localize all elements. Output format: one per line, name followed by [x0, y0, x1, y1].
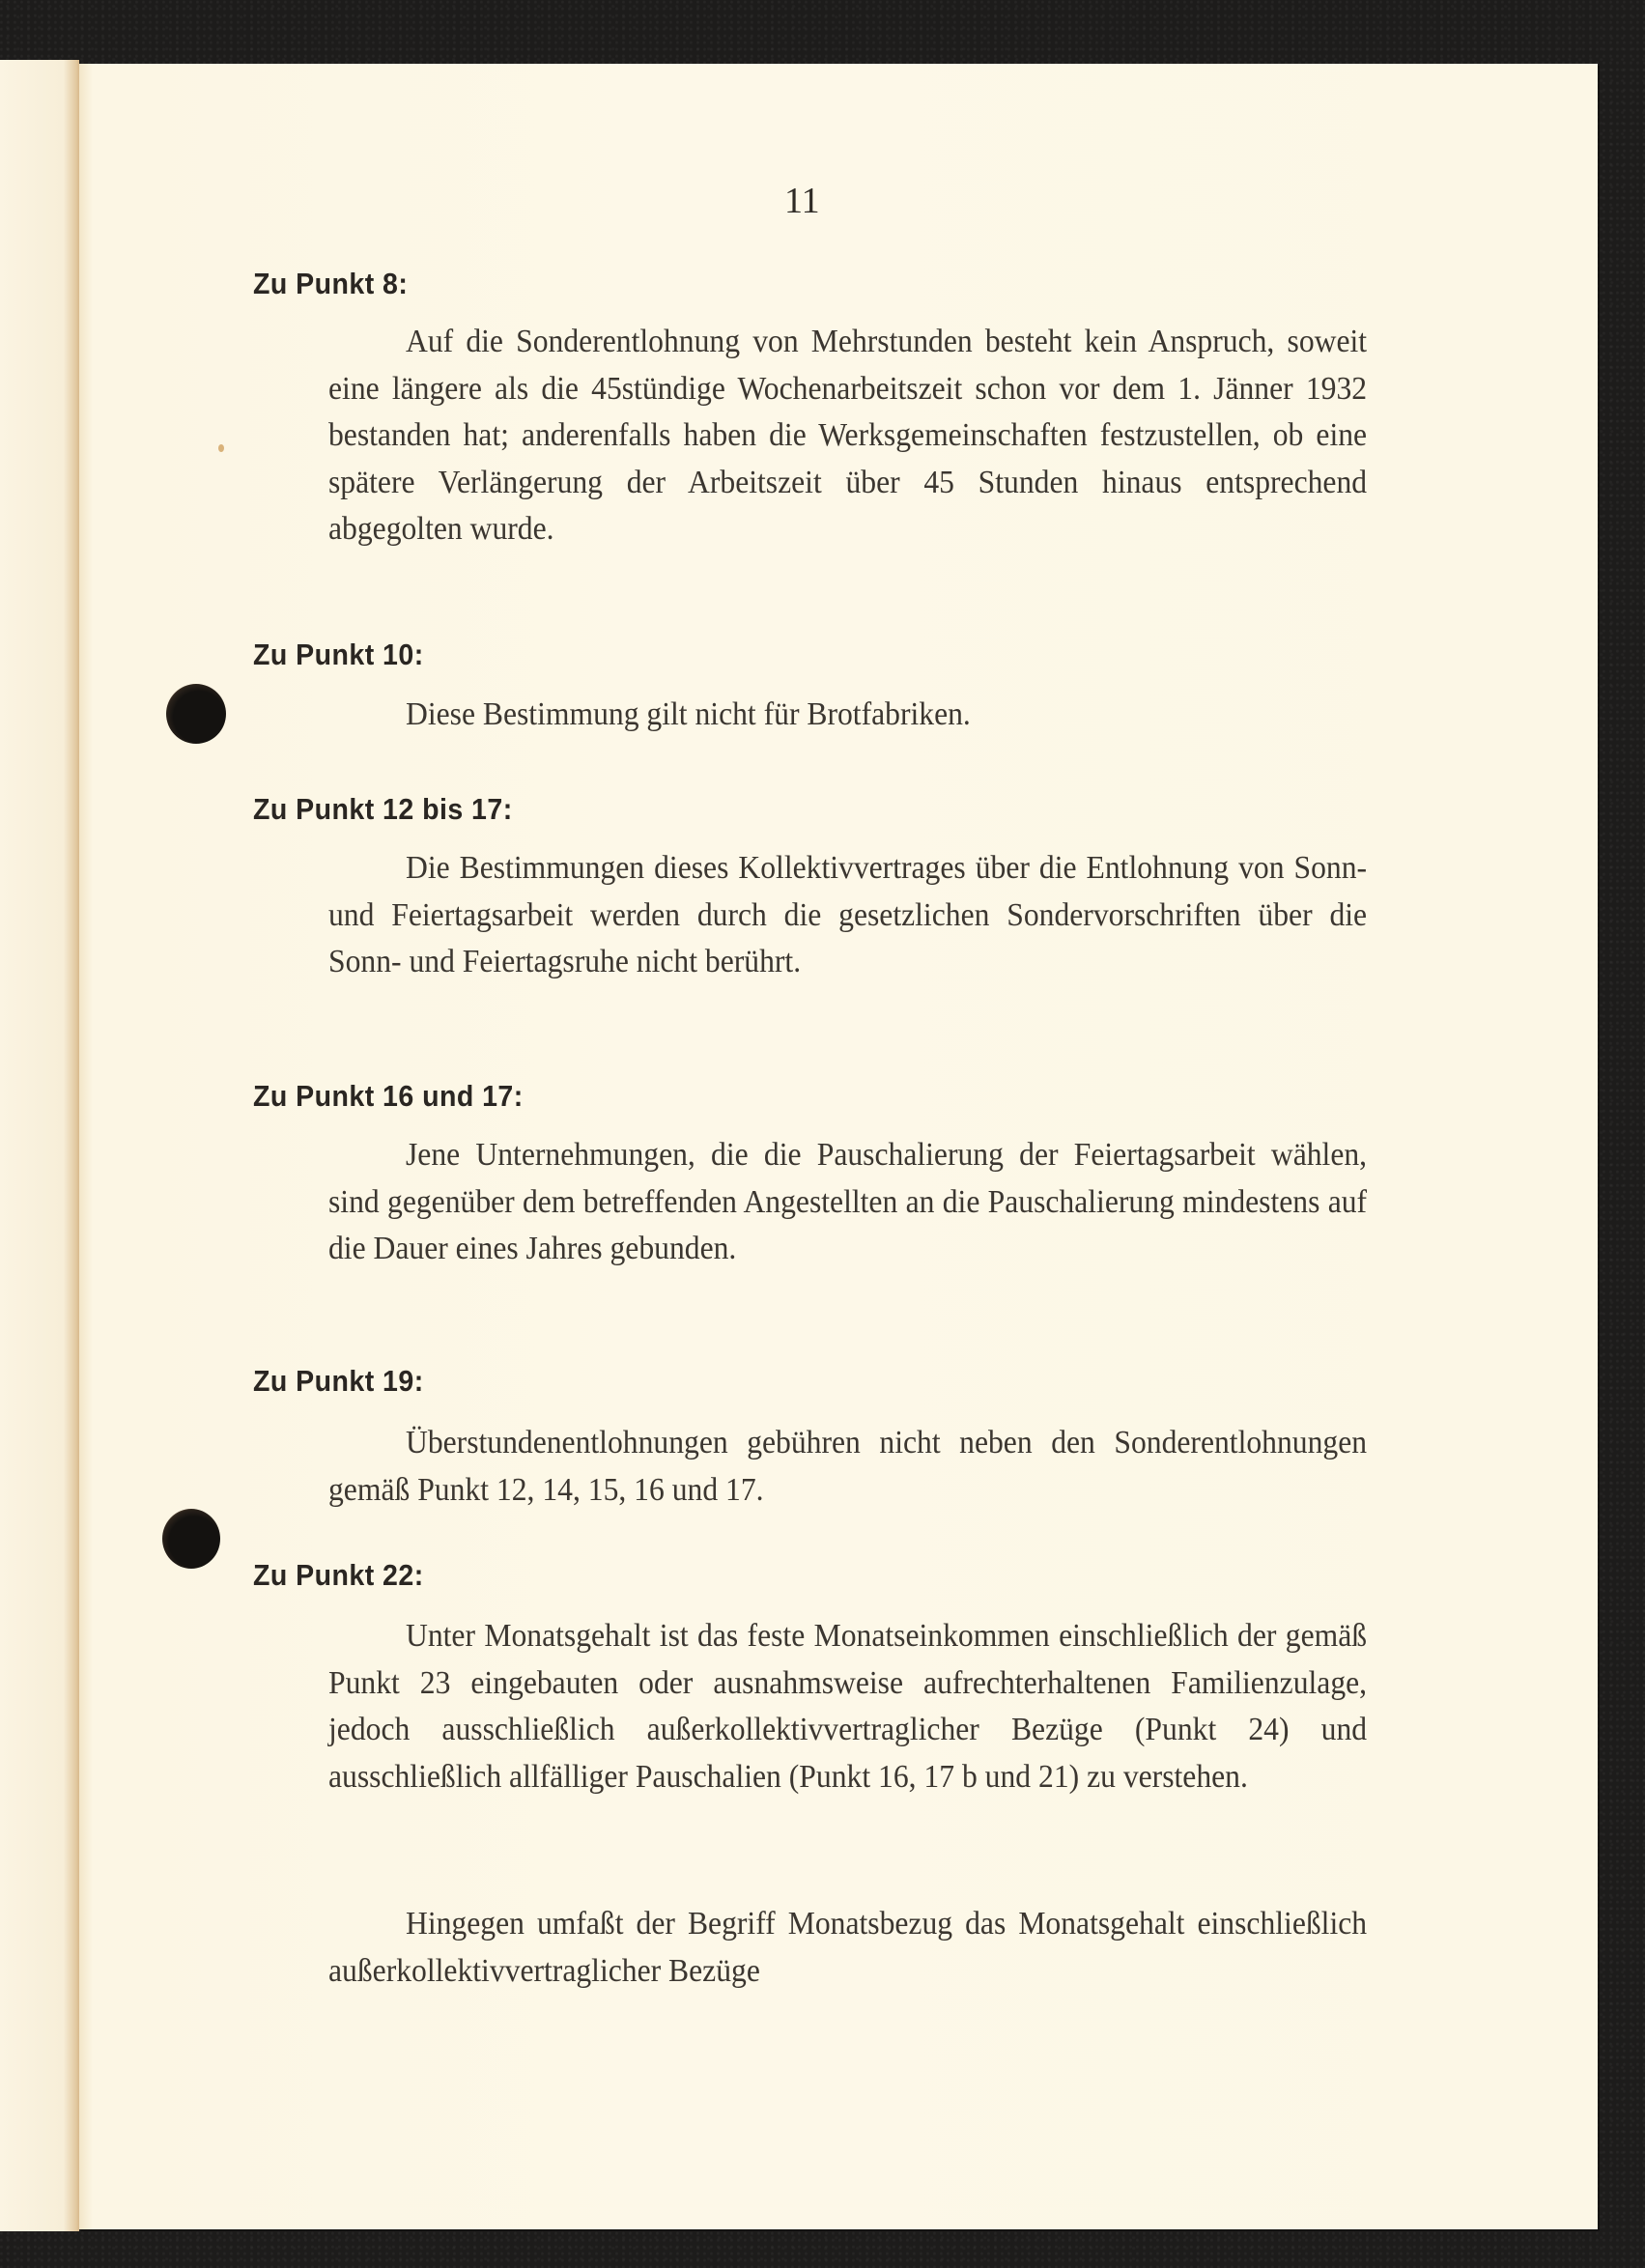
section-heading: Zu Punkt 12 bis 17: [253, 792, 513, 826]
section-heading: Zu Punkt 19: [253, 1364, 424, 1398]
section-paragraph: Unter Monatsgehalt ist das feste Monatseinkommen einschließlich der gemäß Punkt 23 eingebauten oder ausnahmsweise aufrechterhaltenen Familienzulage, jedoch ausschließlich außerkollektivvertraglicher Bezüge (Punkt 24) und ausschließlich allfälliger Pauschalien (Punkt 16, 17 b und 21) zu verstehen. [328, 1618, 1368, 1795]
section-heading: Zu Punkt 22: [253, 1558, 424, 1592]
section-paragraph: Diese Bestimmung gilt nicht für Brotfabriken. [405, 696, 971, 732]
section-heading: Zu Punkt 8: [253, 267, 409, 300]
section-heading: Zu Punkt 16 und 17: [253, 1079, 524, 1113]
section-paragraph: Jene Unternehmungen, die die Pauschalierung der Feiertagsarbeit wählen, sind gegenüber dem betreffenden Angestellten an die Pauschalierung mindestens auf die Dauer eines Jahres gebunden. [328, 1137, 1368, 1266]
section-paragraph: Auf die Sonderentlohnung von Mehrstunden besteht kein Anspruch, soweit eine längere als die 45stündige Wochenarbeitszeit schon vor dem 1. Jänner 1932 bestanden hat; anderenfalls haben die Werksgemeinschaften festzustellen, ob eine spätere Verlängerung der Arbeitszeit über 45 Stunden hinaus entsprechend abgegolten wurde. [328, 324, 1368, 547]
facing-page-edge [0, 60, 79, 2231]
section-paragraph: Überstundenentlohnungen gebühren nicht neben den Sonderentlohnungen gemäß Punkt 12, 14, 15, 16 und 17. [328, 1425, 1368, 1508]
section-paragraph: Hingegen umfaßt der Begriff Monatsbezug das Monatsgehalt einschließlich außerkollektivvertraglicher Bezüge [328, 1906, 1368, 1989]
punch-hole [162, 1509, 220, 1569]
section-paragraph: Die Bestimmungen dieses Kollektivvertrages über die Entlohnung von Sonn- und Feiertagsarbeit werden durch die gesetzlichen Sondervorschriften über die Sonn- und Feiertagsruhe nicht berührt. [328, 850, 1368, 979]
page-number: 11 [784, 181, 820, 221]
paper-speck [218, 444, 224, 452]
punch-hole [166, 684, 226, 744]
section-heading: Zu Punkt 10: [253, 638, 424, 671]
